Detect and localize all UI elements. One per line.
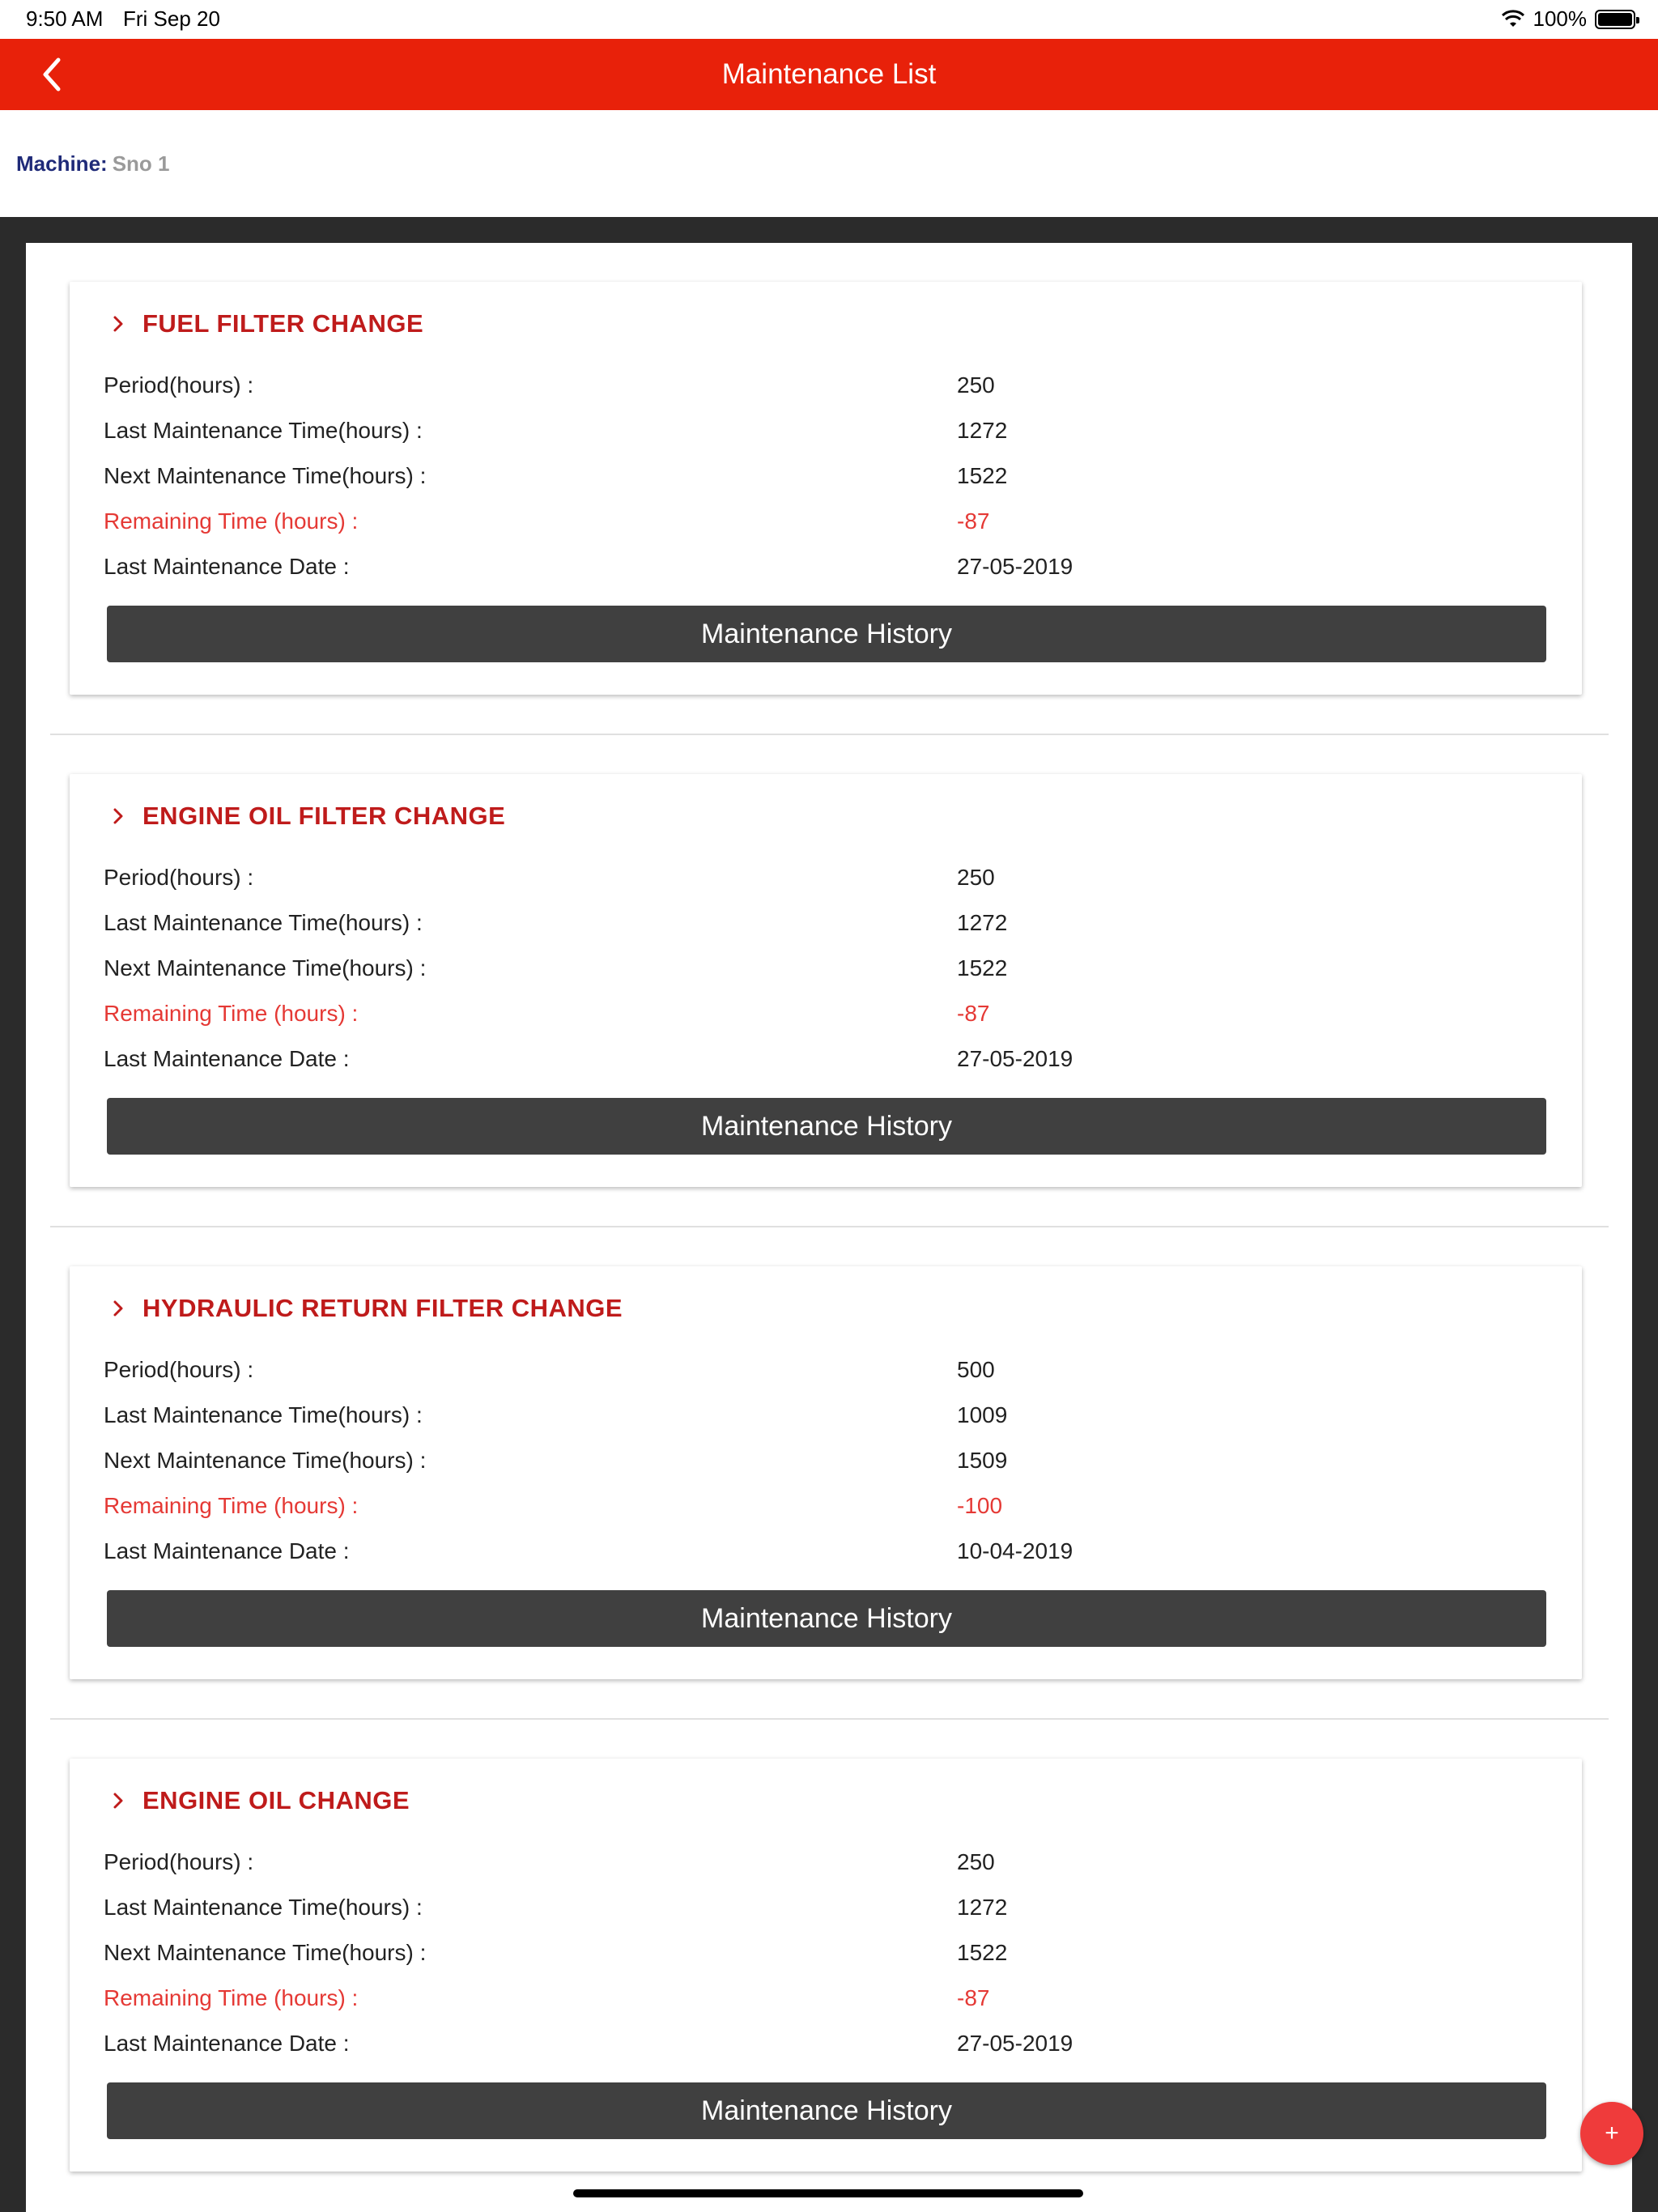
card-header[interactable]	[108, 802, 505, 831]
last-time-row	[104, 418, 1561, 450]
period-value: 250	[957, 865, 995, 890]
maintenance-history-button[interactable]: Maintenance History	[107, 1590, 1546, 1647]
last-time-value: 1272	[957, 910, 1008, 935]
maintenance-history-button[interactable]: Maintenance History	[107, 2082, 1546, 2139]
period-label: Period(hours) :	[104, 1849, 254, 1874]
next-time-value: 1522	[957, 463, 1008, 488]
next-time-row	[104, 1448, 1561, 1480]
wifi-icon	[1501, 10, 1525, 29]
period-label: Period(hours) :	[104, 372, 254, 398]
last-date-row	[104, 1538, 1561, 1571]
next-time-label: Next Maintenance Time(hours) :	[104, 463, 427, 488]
next-time-value: 1509	[957, 1448, 1008, 1473]
remaining-row	[104, 1493, 1561, 1525]
remaining-row	[104, 508, 1561, 541]
last-date-row	[104, 2031, 1561, 2063]
remaining-value: -87	[957, 508, 990, 534]
add-button[interactable]	[1580, 2102, 1643, 2165]
last-time-value: 1272	[957, 418, 1008, 443]
last-date-label: Last Maintenance Date :	[104, 554, 350, 579]
period-value: 500	[957, 1357, 995, 1382]
remaining-label: Remaining Time (hours) :	[104, 1001, 359, 1026]
chevron-right-icon	[108, 314, 128, 334]
chevron-right-icon	[108, 1299, 128, 1318]
last-date-value: 27-05-2019	[957, 2031, 1073, 2056]
maintenance-history-button[interactable]: Maintenance History	[107, 1098, 1546, 1155]
card-header[interactable]	[108, 1786, 410, 1815]
last-date-label: Last Maintenance Date :	[104, 2031, 350, 2056]
remaining-label: Remaining Time (hours) :	[104, 508, 359, 534]
next-time-row	[104, 463, 1561, 496]
battery-percent: 100%	[1533, 6, 1587, 31]
chevron-right-icon	[108, 1791, 128, 1810]
next-time-row	[104, 955, 1561, 988]
app-header	[0, 39, 1658, 110]
machine-bar	[0, 110, 1658, 217]
period-row	[104, 1849, 1561, 1882]
list-item	[50, 735, 1609, 1227]
next-time-label: Next Maintenance Time(hours) :	[104, 1940, 427, 1965]
last-time-label: Last Maintenance Time(hours) :	[104, 910, 423, 935]
card-title: ENGINE OIL FILTER CHANGE	[142, 802, 506, 830]
next-time-row	[104, 1940, 1561, 1972]
remaining-label: Remaining Time (hours) :	[104, 1985, 359, 2010]
remaining-value: -87	[957, 1001, 990, 1026]
remaining-value: -100	[957, 1493, 1003, 1518]
list-item	[50, 243, 1609, 735]
remaining-value: -87	[957, 1985, 990, 2010]
battery-level	[1598, 13, 1632, 26]
next-time-label: Next Maintenance Time(hours) :	[104, 955, 427, 981]
next-time-value: 1522	[957, 1940, 1008, 1965]
period-label: Period(hours) :	[104, 1357, 254, 1382]
plus-icon: +	[1605, 2120, 1619, 2146]
maintenance-list[interactable]	[26, 243, 1632, 2212]
last-time-label: Last Maintenance Time(hours) :	[104, 1402, 423, 1427]
card-header[interactable]	[108, 1294, 623, 1323]
status-date: Fri Sep 20	[123, 6, 220, 31]
maintenance-card	[70, 774, 1582, 1187]
maintenance-card	[70, 282, 1582, 695]
last-date-row	[104, 1046, 1561, 1078]
last-date-label: Last Maintenance Date :	[104, 1538, 350, 1563]
last-time-label: Last Maintenance Time(hours) :	[104, 418, 423, 443]
last-time-label: Last Maintenance Time(hours) :	[104, 1895, 423, 1920]
remaining-row	[104, 1985, 1561, 2018]
battery-cap	[1636, 17, 1639, 23]
machine-label: Machine:	[16, 151, 108, 176]
status-time: 9:50 AM	[26, 6, 104, 31]
last-date-value: 27-05-2019	[957, 1046, 1073, 1071]
last-date-row	[104, 554, 1561, 586]
home-indicator[interactable]	[573, 2189, 1083, 2197]
card-header[interactable]	[108, 309, 423, 338]
last-time-value: 1009	[957, 1402, 1008, 1427]
last-time-row	[104, 1895, 1561, 1927]
page-title: Maintenance List	[721, 58, 937, 90]
status-bar	[0, 0, 1658, 39]
card-title: HYDRAULIC RETURN FILTER CHANGE	[142, 1294, 623, 1322]
list-item	[50, 1227, 1609, 1720]
battery-icon	[1595, 10, 1635, 29]
chevron-right-icon	[108, 806, 128, 826]
list-item	[50, 1720, 1609, 2212]
remaining-label: Remaining Time (hours) :	[104, 1493, 359, 1518]
period-value: 250	[957, 1849, 995, 1874]
machine-info	[16, 151, 169, 177]
card-title: FUEL FILTER CHANGE	[142, 309, 424, 338]
last-date-value: 10-04-2019	[957, 1538, 1073, 1563]
next-time-value: 1522	[957, 955, 1008, 981]
last-time-row	[104, 910, 1561, 942]
last-date-label: Last Maintenance Date :	[104, 1046, 350, 1071]
maintenance-history-button[interactable]: Maintenance History	[107, 606, 1546, 662]
period-row	[104, 1357, 1561, 1389]
last-time-value: 1272	[957, 1895, 1008, 1920]
last-time-row	[104, 1402, 1561, 1435]
period-label: Period(hours) :	[104, 865, 254, 890]
next-time-label: Next Maintenance Time(hours) :	[104, 1448, 427, 1473]
status-right	[1501, 6, 1636, 32]
period-row	[104, 372, 1561, 405]
machine-value: Sno 1	[112, 151, 170, 176]
last-date-value: 27-05-2019	[957, 554, 1073, 579]
period-row	[104, 865, 1561, 897]
maintenance-card	[70, 1266, 1582, 1679]
period-value: 250	[957, 372, 995, 398]
card-title: ENGINE OIL CHANGE	[142, 1786, 410, 1814]
maintenance-card	[70, 1759, 1582, 2172]
remaining-row	[104, 1001, 1561, 1033]
